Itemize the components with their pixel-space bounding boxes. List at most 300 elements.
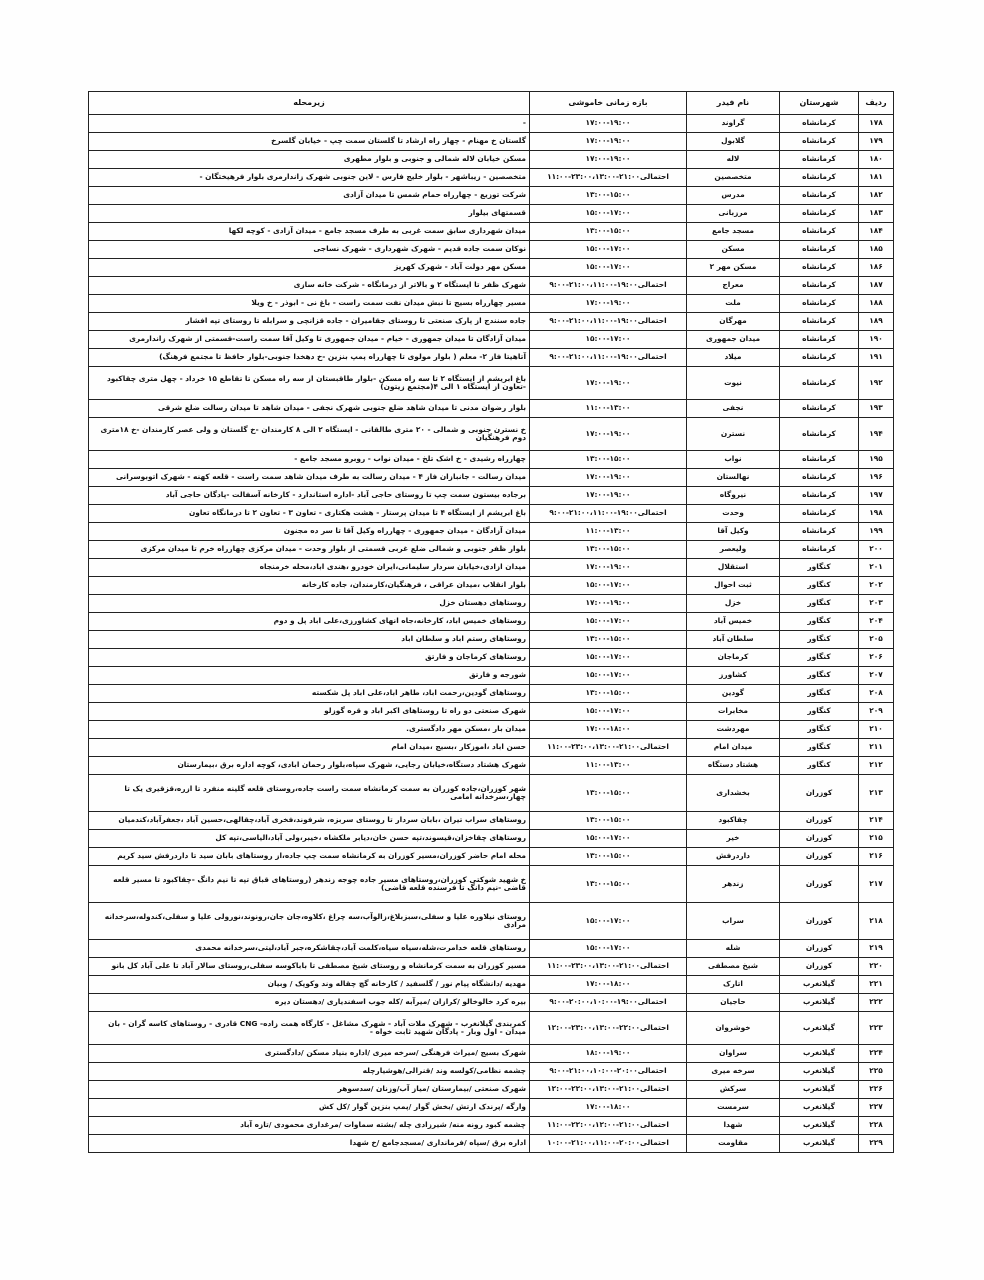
city-cell: کنگاور — [780, 757, 859, 775]
table-row — [89, 848, 894, 866]
feeder-cell: سلطان آباد — [687, 631, 780, 649]
time-range-cell: ۱۷:۰۰-۱۹:۰۰ — [530, 133, 687, 151]
table-row — [89, 1135, 894, 1153]
feeder-cell: ولیعصر — [687, 541, 780, 559]
table-body — [89, 115, 894, 1153]
table-row — [89, 1099, 894, 1117]
city-cell: کنگاور — [780, 631, 859, 649]
table-row — [89, 613, 894, 631]
area-cell: روستاهای کرماجان و فارتق — [89, 649, 530, 667]
row-number-cell: ۱۹۱ — [859, 349, 894, 367]
city-cell: گیلانغرب — [780, 976, 859, 994]
city-cell: کنگاور — [780, 613, 859, 631]
city-cell: گیلانغرب — [780, 1099, 859, 1117]
area-cell: شهرک بسیج /میراث فرهنگی /سرخه میری /اداره بنیاد مسکن /دادگستری — [89, 1045, 530, 1063]
city-cell: گیلانغرب — [780, 1081, 859, 1099]
table-row — [89, 649, 894, 667]
row-number-cell: ۲۱۳ — [859, 775, 894, 812]
feeder-cell: مدرس — [687, 187, 780, 205]
table-row — [89, 295, 894, 313]
time-range-cell: ۱۵:۰۰-۱۷:۰۰ — [530, 205, 687, 223]
table-row — [89, 223, 894, 241]
table-row — [89, 151, 894, 169]
row-number-cell: ۱۹۵ — [859, 451, 894, 469]
row-number-cell: ۲۰۷ — [859, 667, 894, 685]
table-row — [89, 976, 894, 994]
city-cell: کرمانشاه — [780, 487, 859, 505]
feeder-cell: لاله — [687, 151, 780, 169]
feeder-cell: مسکن — [687, 241, 780, 259]
area-cell: بیره کرد خالوخالو /کرازان /میرآبه /کله جوب اسفندیاری /دهستان دیره — [89, 994, 530, 1012]
feeder-cell: شیخ مصطفی — [687, 958, 780, 976]
city-cell: کنگاور — [780, 649, 859, 667]
table-row — [89, 739, 894, 757]
row-number-cell: ۲۱۱ — [859, 739, 894, 757]
time-range-cell: ۱۱:۰۰-۱۳:۰۰ — [530, 523, 687, 541]
time-range-cell: ۱۳:۰۰-۱۵:۰۰ — [530, 187, 687, 205]
row-number-cell: ۲۰۸ — [859, 685, 894, 703]
area-cell: روستاهای چقاخزان،قیسوند،تپه حسن خان،دیابر ملکشاه ،خیبر،ولی آباد،الیاسی،تپه کل — [89, 830, 530, 848]
area-cell: مسکن خیابان لاله شمالی و جنوبی و بلوار مطهری — [89, 151, 530, 169]
time-range-cell: احتمالی۱۹:۰۰-۲۱:۰۰،۱۱:۰۰-۹:۰۰ — [530, 277, 687, 295]
area-cell: میدان رسالت - جانبازان فاز ۴ - میدان رسالت به طرف میدان شاهد سمت راست - قلعه کهنه - شهرک اتوبوسرانی — [89, 469, 530, 487]
table-row — [89, 349, 894, 367]
city-cell: کنگاور — [780, 577, 859, 595]
row-number-cell: ۱۹۰ — [859, 331, 894, 349]
area-cell: بلوار رضوان مدنی تا میدان شاهد ضلع جنوبی شهرک نجفی - میدان شاهد تا میدان رسالت ضلع شرقی — [89, 400, 530, 418]
row-number-cell: ۲۱۷ — [859, 866, 894, 903]
feeder-cell: سراب — [687, 903, 780, 940]
time-range-cell: احتمالی۱۹:۰۰-۲۰:۰۰،۱۰:۰۰-۹:۰۰ — [530, 994, 687, 1012]
area-cell: مسکن مهر دولت آباد - شهرک کهریز — [89, 259, 530, 277]
time-range-cell: احتمالی۲۱:۰۰-۲۲:۰۰،۱۲:۰۰-۱۱:۰۰ — [530, 1117, 687, 1135]
table-row — [89, 830, 894, 848]
area-cell: شهرک هشتاد دستگاه،خیابان رجایی، شهرک سپاه،بلوار رحمان ابادی، کوچه اداره برق ،بیمارستان — [89, 757, 530, 775]
time-range-cell: ۱۵:۰۰-۱۷:۰۰ — [530, 830, 687, 848]
area-cell: شهرک صنعتی /بیمارستان /میاز آب/وزنان /سدسوهر — [89, 1081, 530, 1099]
table-row — [89, 940, 894, 958]
feeder-cell: ملت — [687, 295, 780, 313]
table-row — [89, 313, 894, 331]
city-cell: کنگاور — [780, 739, 859, 757]
table-row — [89, 703, 894, 721]
table-row — [89, 541, 894, 559]
feeder-cell: شهدا — [687, 1117, 780, 1135]
time-range-cell: ۱۷:۰۰-۱۹:۰۰ — [530, 115, 687, 133]
time-range-cell: ۱۷:۰۰-۱۹:۰۰ — [530, 367, 687, 400]
header-city: شهرستان — [780, 92, 859, 115]
area-cell: محله امام حاضر کوزران،مسیر کوزران به کرمانشاه سمت چپ جاده،از روستاهای بابان سید تا داردرفش سید کریم — [89, 848, 530, 866]
table-row — [89, 994, 894, 1012]
row-number-cell: ۲۲۴ — [859, 1045, 894, 1063]
row-number-cell: ۲۰۲ — [859, 577, 894, 595]
time-range-cell: ۱۳:۰۰-۱۵:۰۰ — [530, 812, 687, 830]
time-range-cell: ۱۳:۰۰-۱۵:۰۰ — [530, 685, 687, 703]
row-number-cell: ۲۰۹ — [859, 703, 894, 721]
table-row — [89, 187, 894, 205]
row-number-cell: ۱۷۸ — [859, 115, 894, 133]
feeder-cell: میدان امام — [687, 739, 780, 757]
city-cell: کرمانشاه — [780, 367, 859, 400]
city-cell: گیلانغرب — [780, 1117, 859, 1135]
city-cell: کرمانشاه — [780, 115, 859, 133]
table-row — [89, 757, 894, 775]
area-cell: روستاهای دهستان خزل — [89, 595, 530, 613]
row-number-cell: ۱۸۹ — [859, 313, 894, 331]
city-cell: کرمانشاه — [780, 349, 859, 367]
table-row — [89, 577, 894, 595]
city-cell: کوزران — [780, 958, 859, 976]
feeder-cell: وکیل آقا — [687, 523, 780, 541]
table-row — [89, 1045, 894, 1063]
table-row — [89, 958, 894, 976]
area-cell: شهرک صنعتی دو راه تا روستاهای اکبر اباد و قره گوزلو — [89, 703, 530, 721]
city-cell: کرمانشاه — [780, 313, 859, 331]
feeder-cell: خمیس آباد — [687, 613, 780, 631]
table-header-row — [89, 92, 894, 115]
time-range-cell: احتمالی۱۹:۰۰-۲۱:۰۰،۱۱:۰۰-۹:۰۰ — [530, 313, 687, 331]
row-number-cell: ۲۲۸ — [859, 1117, 894, 1135]
area-cell: چشمه کبود رونه منه/ شیرزادی چله /بشته سماوات /مرغداری محمودی /تازه آباد — [89, 1117, 530, 1135]
area-cell: روستاهای سراب تیران ،بابان سردار تا روستای سربزه، شرفوند،فخری آباد،چقالهی،حسین آباد ،جعفرآباد،کندمیان — [89, 812, 530, 830]
feeder-cell: نیروگاه — [687, 487, 780, 505]
area-cell: - — [89, 115, 530, 133]
row-number-cell: ۱۸۰ — [859, 151, 894, 169]
row-number-cell: ۱۹۴ — [859, 418, 894, 451]
time-range-cell: ۱۷:۰۰-۱۸:۰۰ — [530, 721, 687, 739]
area-cell: روستاهای قلعه خدامرت،شله،سیاه سیاه،کلمت آباد،چقاشکره،جبر آباد،لیتی،سرخدانه محمدی — [89, 940, 530, 958]
feeder-cell: سرمست — [687, 1099, 780, 1117]
city-cell: کنگاور — [780, 559, 859, 577]
row-number-cell: ۱۹۸ — [859, 505, 894, 523]
header-time-range: بازه زمانی خاموشی — [530, 92, 687, 115]
time-range-cell: احتمالی۲۱:۰۰-۲۳:۰۰،۱۳:۰۰-۱۱:۰۰ — [530, 739, 687, 757]
city-cell: کرمانشاه — [780, 223, 859, 241]
table-row — [89, 523, 894, 541]
feeder-cell: بخشداری — [687, 775, 780, 812]
row-number-cell: ۱۸۵ — [859, 241, 894, 259]
area-cell: روستای نیلاوره علیا و سفلی،سبزبلاغ،زالوآب،سه چراغ ،کلاوه،جان جان،رونوند،نورولی علیا و سفلی،کندوله،سرخدانه مرادی — [89, 903, 530, 940]
city-cell: کنگاور — [780, 595, 859, 613]
city-cell: کرمانشاه — [780, 295, 859, 313]
time-range-cell: ۱۷:۰۰-۱۹:۰۰ — [530, 418, 687, 451]
row-number-cell: ۲۲۷ — [859, 1099, 894, 1117]
city-cell: کرمانشاه — [780, 541, 859, 559]
area-cell: اداره برق /سپاه /فرمانداری /مسجدجامع /خ شهدا — [89, 1135, 530, 1153]
area-cell: میدان آزادگان - میدان جمهوری - چهارراه وکیل آقا تا سر ده مجنون — [89, 523, 530, 541]
table-row — [89, 595, 894, 613]
area-cell: چهارراه رشیدی - خ اشک تلخ - میدان نواب - روبرو مسجد جامع - — [89, 451, 530, 469]
time-range-cell: احتمالی۲۱:۰۰-۲۳:۰۰،۱۳:۰۰-۱۱:۰۰ — [530, 169, 687, 187]
time-range-cell: ۱۳:۰۰-۱۵:۰۰ — [530, 451, 687, 469]
row-number-cell: ۲۲۶ — [859, 1081, 894, 1099]
area-cell: شهر کوزران،جاده کوزران به سمت کرمانشاه سمت راست جاده،روستای قلعه گلینه منفرد تا ازره،قزقیری یک تا چهار،سرخدانه امامی — [89, 775, 530, 812]
row-number-cell: ۲۰۰ — [859, 541, 894, 559]
feeder-cell: سراوان — [687, 1045, 780, 1063]
feeder-cell: ثبت احوال — [687, 577, 780, 595]
area-cell: گلستان خ مهنام - چهار راه ارشاد تا گلستان سمت چپ - خیابان گلسرخ — [89, 133, 530, 151]
time-range-cell: ۱۳:۰۰-۱۵:۰۰ — [530, 848, 687, 866]
table-row — [89, 903, 894, 940]
feeder-cell: استقلال — [687, 559, 780, 577]
header-feeder: نام فیدر — [687, 92, 780, 115]
city-cell: کرمانشاه — [780, 169, 859, 187]
time-range-cell: ۱۸:۰۰-۱۹:۰۰ — [530, 1045, 687, 1063]
city-cell: کرمانشاه — [780, 418, 859, 451]
city-cell: کوزران — [780, 940, 859, 958]
row-number-cell: ۲۱۲ — [859, 757, 894, 775]
header-row-number: ردیف — [859, 92, 894, 115]
table-row — [89, 241, 894, 259]
table-row — [89, 1117, 894, 1135]
row-number-cell: ۲۲۵ — [859, 1063, 894, 1081]
area-cell: میدان ازادی،خیابان سردار سلیمانی،ایران خودرو ،هندی اباد،محله خرمنجاه — [89, 559, 530, 577]
feeder-cell: مسجد جامع — [687, 223, 780, 241]
feeder-cell: نواب — [687, 451, 780, 469]
feeder-cell: سرکش — [687, 1081, 780, 1099]
time-range-cell: ۱۵:۰۰-۱۷:۰۰ — [530, 331, 687, 349]
row-number-cell: ۲۲۰ — [859, 958, 894, 976]
area-cell: وارگه /پرندک ارتش /بخش گوار /پمپ بنزین گوار /کل کش — [89, 1099, 530, 1117]
table-row — [89, 685, 894, 703]
feeder-cell: مسکن مهر ۲ — [687, 259, 780, 277]
time-range-cell: ۱۵:۰۰-۱۷:۰۰ — [530, 940, 687, 958]
city-cell: کرمانشاه — [780, 133, 859, 151]
feeder-cell: نیوت — [687, 367, 780, 400]
city-cell: گیلانغرب — [780, 1063, 859, 1081]
area-cell: چشمه نظامی/کولسه وند /قنرالی/هوشیارچله — [89, 1063, 530, 1081]
city-cell: گیلانغرب — [780, 1012, 859, 1045]
time-range-cell: ۱۷:۰۰-۱۹:۰۰ — [530, 559, 687, 577]
row-number-cell: ۱۸۴ — [859, 223, 894, 241]
row-number-cell: ۲۱۰ — [859, 721, 894, 739]
feeder-cell: خوشروان — [687, 1012, 780, 1045]
table-row — [89, 451, 894, 469]
city-cell: کرمانشاه — [780, 241, 859, 259]
time-range-cell: ۱۷:۰۰-۱۸:۰۰ — [530, 976, 687, 994]
time-range-cell: ۱۵:۰۰-۱۷:۰۰ — [530, 903, 687, 940]
row-number-cell: ۱۹۳ — [859, 400, 894, 418]
area-cell: باغ ابریشم از ایستگاه ۴ تا میدان پرستار - هشت هکتاری - تعاون ۳ - تعاون ۲ تا درمانگاه تعاون — [89, 505, 530, 523]
feeder-cell: زندهر — [687, 866, 780, 903]
time-range-cell: ۱۳:۰۰-۱۵:۰۰ — [530, 775, 687, 812]
city-cell: کنگاور — [780, 703, 859, 721]
feeder-cell: معراج — [687, 277, 780, 295]
row-number-cell: ۱۹۹ — [859, 523, 894, 541]
area-cell: بلوار ظفر جنوبی و شمالی ضلع غربی قسمتی از بلوار وحدت - میدان مرکزی چهارراه خرم تا میدان مرکزی — [89, 541, 530, 559]
area-cell: میدان آزادگان تا میدان جمهوری - خیام - میدان جمهوری تا وکیل آقا سمت راست-قسمتی از شهرک زاندارمری — [89, 331, 530, 349]
area-cell: شرکت توزیع - چهارراه حمام شمس تا میدان آزادی — [89, 187, 530, 205]
row-number-cell: ۱۸۱ — [859, 169, 894, 187]
city-cell: کرمانشاه — [780, 331, 859, 349]
city-cell: کوزران — [780, 903, 859, 940]
feeder-cell: چقاکبود — [687, 812, 780, 830]
table-row — [89, 418, 894, 451]
outage-schedule-table — [88, 91, 894, 1153]
area-cell: قسمتهای بیلوار — [89, 205, 530, 223]
area-cell: خ نسترن جنوبی و شمالی - ۲۰ متری طالقانی - ایستگاه ۲ الی ۸ کارمندان -خ گلستان و ولی عصر کارمندان -خ ۱۸متری دوم فرهنگیان — [89, 418, 530, 451]
area-cell: برجاده بیستون سمت چپ تا روستای حاجی آباد -اداره استاندارد - کارخانه آسفالت -پادگان حاجی آباد — [89, 487, 530, 505]
row-number-cell: ۲۱۵ — [859, 830, 894, 848]
time-range-cell: احتمالی۱۹:۰۰-۲۱:۰۰،۱۱:۰۰-۹:۰۰ — [530, 505, 687, 523]
feeder-cell: مرزبانی — [687, 205, 780, 223]
area-cell: میدان بار ،مسکن مهر دادگستری. — [89, 721, 530, 739]
feeder-cell: میدان جمهوری — [687, 331, 780, 349]
row-number-cell: ۱۸۷ — [859, 277, 894, 295]
row-number-cell: ۱۹۶ — [859, 469, 894, 487]
area-cell: مسیر چهارراه بسیج تا نبش میدان نفت سمت راست - باغ نی - ابوذر - خ ویلا — [89, 295, 530, 313]
area-cell: حسن اباد ،اموزکار ،بسیج ،میدان امام — [89, 739, 530, 757]
area-cell: شورجه و فارتق — [89, 667, 530, 685]
feeder-cell: شله — [687, 940, 780, 958]
time-range-cell: ۱۵:۰۰-۱۷:۰۰ — [530, 577, 687, 595]
area-cell: مسیر کوزران به سمت کرمانشاه و روستای شیخ مصطفی تا باباکوسه سفلی،روستای سالار آباد تا علی آباد کل بانو — [89, 958, 530, 976]
time-range-cell: احتمالی۲۱:۰۰-۲۳:۰۰،۱۳:۰۰-۱۱:۰۰ — [530, 958, 687, 976]
area-cell: آتاهیتا فاز ۲- معلم ( بلوار مولوی تا چهارراه پمپ بنزین -خ دهخدا جنوبی-بلوار حافظ تا مجتمع فرهنگ) — [89, 349, 530, 367]
table-row — [89, 721, 894, 739]
area-cell: مهدیه /دانشگاه پیام نور / گلسفید / کارخانه گچ چقاله وند وکوپک / وبیان — [89, 976, 530, 994]
row-number-cell: ۲۲۲ — [859, 994, 894, 1012]
row-number-cell: ۲۱۴ — [859, 812, 894, 830]
table-row — [89, 812, 894, 830]
table-row — [89, 1063, 894, 1081]
table-row — [89, 169, 894, 187]
table-row — [89, 866, 894, 903]
row-number-cell: ۱۸۳ — [859, 205, 894, 223]
feeder-cell: متخصصین — [687, 169, 780, 187]
time-range-cell: ۱۵:۰۰-۱۷:۰۰ — [530, 649, 687, 667]
city-cell: گیلانغرب — [780, 1135, 859, 1153]
table-row — [89, 1012, 894, 1045]
feeder-cell: مهردشت — [687, 721, 780, 739]
city-cell: کرمانشاه — [780, 187, 859, 205]
table-row — [89, 559, 894, 577]
time-range-cell: احتمالی۲۱:۰۰-۲۲:۰۰،۱۳:۰۰-۱۲:۰۰ — [530, 1081, 687, 1099]
city-cell: کرمانشاه — [780, 151, 859, 169]
feeder-cell: خزل — [687, 595, 780, 613]
city-cell: کرمانشاه — [780, 469, 859, 487]
row-number-cell: ۲۰۱ — [859, 559, 894, 577]
city-cell: کرمانشاه — [780, 277, 859, 295]
row-number-cell: ۲۱۶ — [859, 848, 894, 866]
table-row — [89, 667, 894, 685]
time-range-cell: ۱۵:۰۰-۱۷:۰۰ — [530, 703, 687, 721]
feeder-cell: نسترن — [687, 418, 780, 451]
table-row — [89, 469, 894, 487]
row-number-cell: ۲۲۹ — [859, 1135, 894, 1153]
city-cell: کنگاور — [780, 685, 859, 703]
feeder-cell: گودین — [687, 685, 780, 703]
table-row — [89, 331, 894, 349]
feeder-cell: نجفی — [687, 400, 780, 418]
area-cell: روستاهای خمیس اباد، کارخانه،جاه انهای کشاورزی،علی اباد پل و دوم — [89, 613, 530, 631]
time-range-cell: ۱۳:۰۰-۱۵:۰۰ — [530, 541, 687, 559]
row-number-cell: ۲۰۳ — [859, 595, 894, 613]
time-range-cell: ۱۷:۰۰-۱۹:۰۰ — [530, 295, 687, 313]
city-cell: کوزران — [780, 866, 859, 903]
time-range-cell: احتمالی۲۰:۰۰-۲۱:۰۰،۱۰:۰۰-۹:۰۰ — [530, 1063, 687, 1081]
row-number-cell: ۲۰۵ — [859, 631, 894, 649]
table-row — [89, 277, 894, 295]
city-cell: کرمانشاه — [780, 523, 859, 541]
table-row — [89, 400, 894, 418]
feeder-cell: کرماجان — [687, 649, 780, 667]
time-range-cell: ۱۷:۰۰-۱۹:۰۰ — [530, 469, 687, 487]
row-number-cell: ۱۸۸ — [859, 295, 894, 313]
time-range-cell: ۱۷:۰۰-۱۹:۰۰ — [530, 151, 687, 169]
feeder-cell: وحدت — [687, 505, 780, 523]
area-cell: جاده سنندج از پارک صنعتی تا روستای جقامیران - جاده قزانچی و سرابله تا روستای تپه افشار — [89, 313, 530, 331]
area-cell: خ شهید شوکتی کوزران،روستاهای مسیر جاده چوجه زندهر (روستاهای قباق تپه تا نیم دانگ -چقاکبود تا مسیر قلعه قاضی -نیم دانگ تا فرسنده قلعه قاضی) — [89, 866, 530, 903]
area-cell: کمربندی گیلانغرب - شهرک ملات آباد - شهرک مشاغل - کارگاه همت زاده- CNG قادری - روستاهای کاسه گران - بان میدان - اول وبار - پادگان شهید ثابت خواه - — [89, 1012, 530, 1045]
feeder-cell: مهرگان — [687, 313, 780, 331]
header-area: زیرمحله — [89, 92, 530, 115]
table-row — [89, 1081, 894, 1099]
area-cell: میدان شهرداری سابق سمت غربی به طرف مسجد جامع - میدان آزادی - کوچه لکها — [89, 223, 530, 241]
row-number-cell: ۱۸۶ — [859, 259, 894, 277]
table-row — [89, 631, 894, 649]
city-cell: کنگاور — [780, 667, 859, 685]
time-range-cell: ۱۱:۰۰-۱۳:۰۰ — [530, 400, 687, 418]
area-cell: متخصصین - زیباشهر - بلوار خلیج فارس - لاین جنوبی شهرک زاندارمری بلوار فرهیختگان - — [89, 169, 530, 187]
feeder-cell: مخابرات — [687, 703, 780, 721]
time-range-cell: ۱۵:۰۰-۱۷:۰۰ — [530, 241, 687, 259]
area-cell: بلوار انقلاب ،میدان عراقی ، فرهنگیان،کارمندان، جاده کارخانه — [89, 577, 530, 595]
feeder-cell: حاجیان — [687, 994, 780, 1012]
row-number-cell: ۲۱۸ — [859, 903, 894, 940]
city-cell: کوزران — [780, 812, 859, 830]
table-row — [89, 775, 894, 812]
feeder-cell: خیر — [687, 830, 780, 848]
time-range-cell: ۱۳:۰۰-۱۵:۰۰ — [530, 223, 687, 241]
row-number-cell: ۲۲۳ — [859, 1012, 894, 1045]
time-range-cell: ۱۵:۰۰-۱۷:۰۰ — [530, 613, 687, 631]
table-row — [89, 205, 894, 223]
city-cell: کوزران — [780, 848, 859, 866]
row-number-cell: ۱۹۲ — [859, 367, 894, 400]
row-number-cell: ۱۷۹ — [859, 133, 894, 151]
time-range-cell: احتمالی۲۰:۰۰-۲۱:۰۰،۱۱:۰۰-۱۰:۰۰ — [530, 1135, 687, 1153]
time-range-cell: ۱۵:۰۰-۱۷:۰۰ — [530, 259, 687, 277]
city-cell: کوزران — [780, 830, 859, 848]
city-cell: کرمانشاه — [780, 205, 859, 223]
city-cell: کرمانشاه — [780, 400, 859, 418]
area-cell: نوکان سمت جاده قدیم - شهرک شهرداری - شهرک نساجی — [89, 241, 530, 259]
feeder-cell: گلابول — [687, 133, 780, 151]
city-cell: کرمانشاه — [780, 451, 859, 469]
row-number-cell: ۲۲۱ — [859, 976, 894, 994]
time-range-cell: ۱۷:۰۰-۱۸:۰۰ — [530, 1099, 687, 1117]
table-row — [89, 367, 894, 400]
row-number-cell: ۲۰۴ — [859, 613, 894, 631]
time-range-cell: احتمالی۱۹:۰۰-۲۱:۰۰،۱۱:۰۰-۹:۰۰ — [530, 349, 687, 367]
table-row — [89, 487, 894, 505]
time-range-cell: ۱۷:۰۰-۱۹:۰۰ — [530, 595, 687, 613]
city-cell: کوزران — [780, 775, 859, 812]
table-row — [89, 259, 894, 277]
feeder-cell: مقاومت — [687, 1135, 780, 1153]
feeder-cell: داردرفش — [687, 848, 780, 866]
city-cell: کرمانشاه — [780, 505, 859, 523]
table-row — [89, 505, 894, 523]
area-cell: باغ ابریشم از ایستگاه ۲ تا سه راه مسکن -بلوار طاقبستان از سه راه مسکن تا تقاطع ۱۵ خرداد - چهل متری چقاکبود -تعاون از ایستگاه ۱ الی ۴(مجتمع زیتون) — [89, 367, 530, 400]
table-row — [89, 133, 894, 151]
time-range-cell: احتمالی۲۲:۰۰-۲۳:۰۰،۱۳:۰۰-۱۲:۰۰ — [530, 1012, 687, 1045]
table-row — [89, 115, 894, 133]
time-range-cell: ۱۳:۰۰-۱۵:۰۰ — [530, 631, 687, 649]
area-cell: روستاهای رستم اباد و سلطان اباد — [89, 631, 530, 649]
feeder-cell: کشاورز — [687, 667, 780, 685]
